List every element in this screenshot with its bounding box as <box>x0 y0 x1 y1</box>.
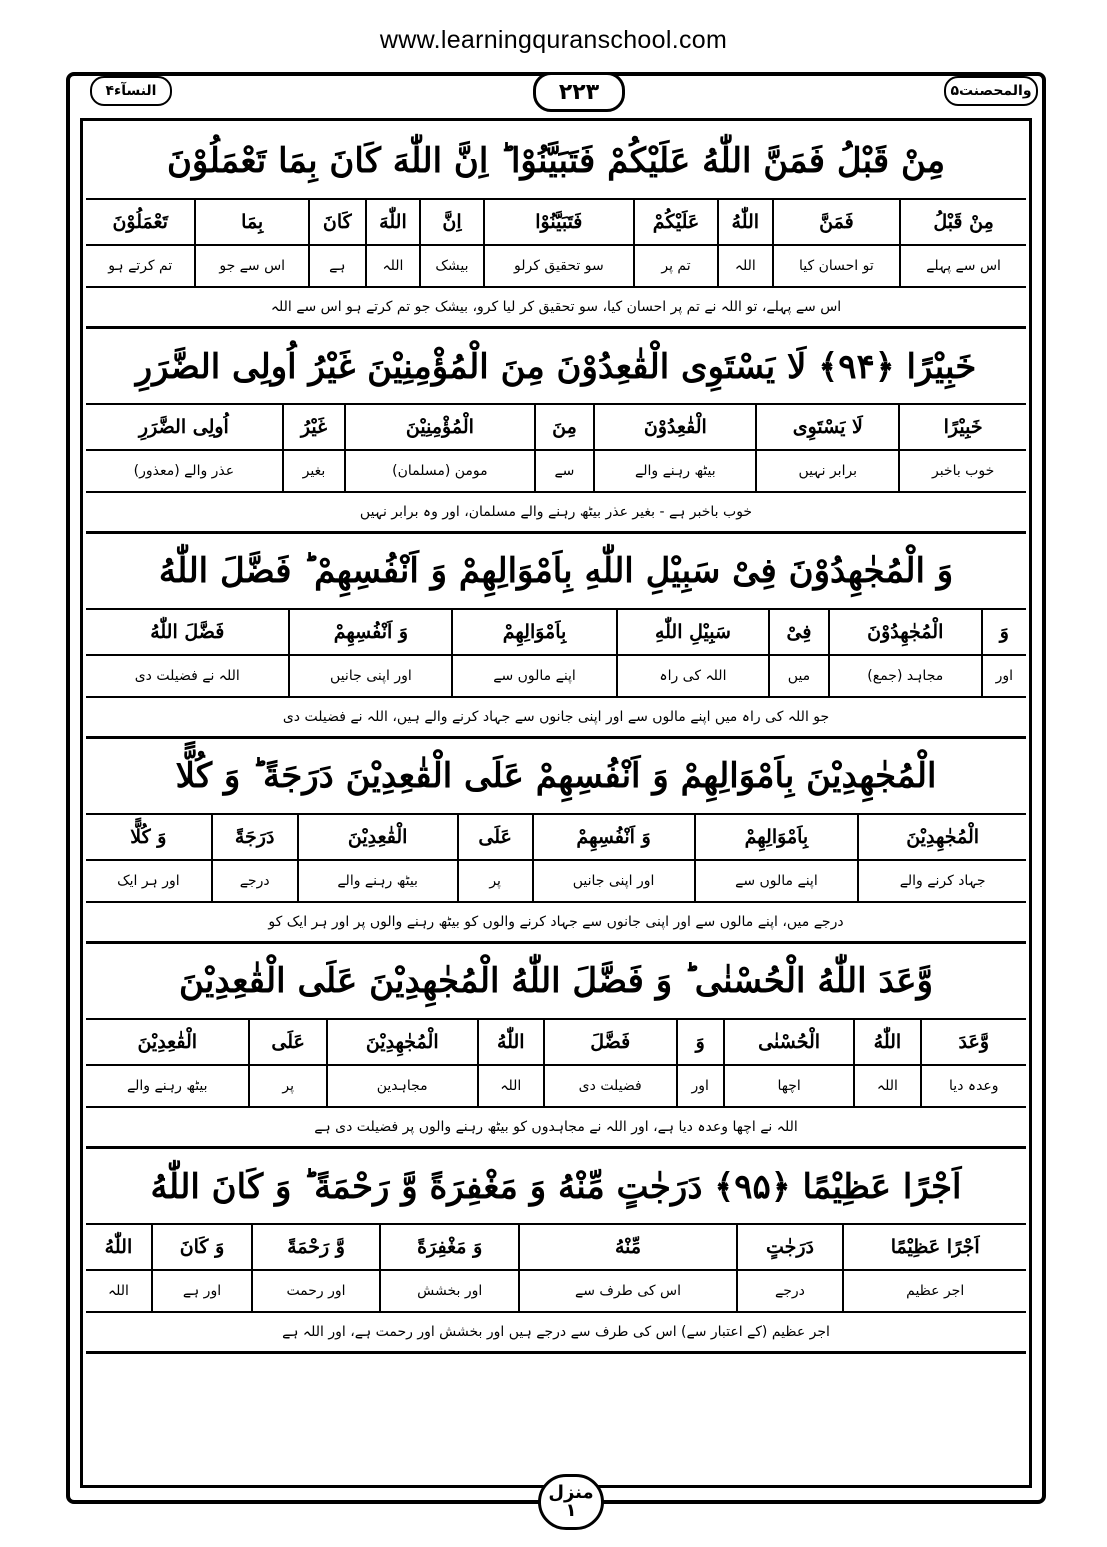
urdu-word-meaning: اور <box>982 655 1026 697</box>
urdu-word-meaning: سو تحقیق کرلو <box>484 245 634 287</box>
urdu-word-meaning: اور اپنی جانیں <box>289 655 452 697</box>
arabic-word: غَيْرُ <box>283 405 345 450</box>
arabic-word: تَعْمَلُوْنَ <box>86 200 195 245</box>
arabic-words-row <box>86 610 1026 655</box>
verse-section <box>86 1149 1026 1354</box>
urdu-word-meaning: جہاد کرنے والے <box>858 860 1026 902</box>
urdu-meanings-row <box>86 245 1026 287</box>
arabic-word: خَبِيْرًا <box>899 405 1026 450</box>
verse-section <box>86 944 1026 1149</box>
arabic-word: عَلَيْكُمْ <box>634 200 718 245</box>
word-by-word-table <box>86 815 1026 903</box>
arabic-word: وَ مَغْفِرَةً <box>380 1225 519 1270</box>
urdu-translation-line: درجے میں، اپنے مالوں سے اور اپنی جانوں سے جہاد کرنے والوں کو بیٹھ رہنے والوں پر اور ہر ایک کو <box>268 914 844 930</box>
arabic-verse-line: الْمُجٰهِدِيْنَ بِاَمْوَالِهِمْ وَ اَنْفُسِهِمْ عَلَى الْقٰعِدِيْنَ دَرَجَةً ؕ وَ كُلًّا <box>86 739 1026 815</box>
arabic-word: الْقٰعِدِيْنَ <box>298 815 458 860</box>
juz-name-label: والمحصنت۵ <box>944 76 1038 106</box>
arabic-verse-line: اَجْرًا عَظِيْمًا ﴿۹۵﴾ دَرَجٰتٍ مِّنْهُ وَ مَغْفِرَةً وَّ رَحْمَةً ؕ وَ كَانَ اللّٰهُ <box>86 1149 1026 1225</box>
arabic-word: فَتَبَيَّنُوْا <box>484 200 634 245</box>
arabic-word: اُولِى الضَّرَرِ <box>86 405 283 450</box>
arabic-word: وَّعَدَ <box>921 1020 1026 1065</box>
urdu-word-meaning: تو احسان کیا <box>773 245 900 287</box>
urdu-word-meaning: ہے <box>309 245 366 287</box>
arabic-word: وَّ رَحْمَةً <box>252 1225 380 1270</box>
urdu-word-meaning: اللہ <box>854 1065 920 1107</box>
verse-section <box>86 739 1026 944</box>
urdu-word-meaning: اللہ نے فضیلت دی <box>86 655 289 697</box>
urdu-word-meaning: سے <box>535 450 595 492</box>
arabic-words-row <box>86 1225 1026 1270</box>
word-by-word-table <box>86 200 1026 288</box>
urdu-word-meaning: اللہ کی راہ <box>617 655 769 697</box>
urdu-word-meaning: میں <box>769 655 829 697</box>
arabic-word: الْقٰعِدِيْنَ <box>86 1020 249 1065</box>
arabic-word: وَ كَانَ <box>152 1225 252 1270</box>
urdu-word-meaning: عذر والے (معذور) <box>86 450 283 492</box>
word-by-word-table <box>86 405 1026 493</box>
website-url: www.learningquranschool.com <box>379 26 728 54</box>
urdu-word-meaning: اس کی طرف سے <box>519 1270 736 1312</box>
arabic-word: اللّٰهُ <box>86 1225 152 1270</box>
urdu-word-meaning: درجے <box>737 1270 844 1312</box>
arabic-word: لَا يَسْتَوِى <box>756 405 899 450</box>
arabic-word: فَضَّلَ <box>544 1020 677 1065</box>
arabic-word: وَ اَنْفُسِهِمْ <box>289 610 452 655</box>
arabic-word: فَمَنَّ <box>773 200 900 245</box>
urdu-meanings-row <box>86 655 1026 697</box>
urdu-translation-line: اللہ نے اچھا وعدہ دیا ہے، اور اللہ نے مجاہدوں کو بیٹھ رہنے والوں پر فضیلت دی ہے <box>314 1119 798 1135</box>
arabic-words-row <box>86 405 1026 450</box>
urdu-word-meaning: بیٹھ رہنے والے <box>594 450 756 492</box>
arabic-word: سَبِيْلِ اللّٰهِ <box>617 610 769 655</box>
urdu-word-meaning: اللہ <box>366 245 421 287</box>
manzil-number: ۱ <box>565 1500 577 1521</box>
urdu-word-meaning: تم کرتے ہو <box>86 245 195 287</box>
urdu-word-meaning: اللہ <box>86 1270 152 1312</box>
word-by-word-table <box>86 1020 1026 1108</box>
arabic-verse-line: وَّعَدَ اللّٰهُ الْحُسْنٰى ؕ وَ فَضَّلَ اللّٰهُ الْمُجٰهِدِيْنَ عَلَى الْقٰعِدِيْنَ <box>86 944 1026 1020</box>
urdu-word-meaning: اللہ <box>478 1065 544 1107</box>
arabic-word: الْمُجٰهِدِيْنَ <box>858 815 1026 860</box>
urdu-word-meaning: مجاہدین <box>327 1065 478 1107</box>
urdu-word-meaning: وعدہ دیا <box>921 1065 1026 1107</box>
arabic-word: اللّٰهَ <box>366 200 421 245</box>
arabic-verse-line: خَبِيْرًا ﴿۹۴﴾ لَا يَسْتَوِى الْقٰعِدُوْنَ مِنَ الْمُؤْمِنِيْنَ غَيْرُ اُولِى الضَّرَرِ <box>86 329 1026 405</box>
urdu-word-meaning: اور ہر ایک <box>86 860 212 902</box>
urdu-word-meaning: اپنے مالوں سے <box>452 655 616 697</box>
arabic-word: مِنَ <box>535 405 595 450</box>
urdu-word-meaning: اور <box>677 1065 724 1107</box>
arabic-word: دَرَجَةً <box>212 815 298 860</box>
urdu-word-meaning: بیشک <box>420 245 483 287</box>
urdu-meanings-row <box>86 1270 1026 1312</box>
arabic-word: اَجْرًا عَظِيْمًا <box>843 1225 1026 1270</box>
urdu-word-meaning: اور ہے <box>152 1270 252 1312</box>
urdu-word-meaning: اللہ <box>718 245 773 287</box>
manzil-label: منزل <box>548 1482 594 1503</box>
urdu-word-meaning: مجاہد (جمع) <box>829 655 982 697</box>
urdu-word-meaning: اس سے پہلے <box>900 245 1026 287</box>
urdu-word-meaning: اچھا <box>724 1065 854 1107</box>
urdu-word-meaning: فضیلت دی <box>544 1065 677 1107</box>
urdu-word-meaning: درجے <box>212 860 298 902</box>
manzil-badge <box>538 1474 604 1530</box>
urdu-word-meaning: اور رحمت <box>252 1270 380 1312</box>
arabic-word: الْمُجٰهِدِيْنَ <box>327 1020 478 1065</box>
arabic-word: اللّٰهُ <box>718 200 773 245</box>
urdu-word-meaning: اجر عظیم <box>843 1270 1026 1312</box>
urdu-word-meaning: پر <box>458 860 533 902</box>
arabic-word: وَ كُلًّا <box>86 815 212 860</box>
urdu-word-meaning: اپنے مالوں سے <box>695 860 859 902</box>
urdu-meanings-row <box>86 450 1026 492</box>
urdu-word-meaning: پر <box>249 1065 326 1107</box>
urdu-word-meaning: خوب باخبر <box>899 450 1026 492</box>
arabic-word: مِنْ قَبْلُ <box>900 200 1026 245</box>
urdu-translation-line: اجر عظیم (کے اعتبار سے) اس کی طرف سے درجے ہیں اور بخشش اور رحمت ہے، اور اللہ ہے <box>282 1324 830 1340</box>
urdu-word-meaning: اور بخشش <box>380 1270 519 1312</box>
urdu-word-meaning: مومن (مسلمان) <box>345 450 534 492</box>
urdu-word-meaning: بغیر <box>283 450 345 492</box>
arabic-words-row <box>86 815 1026 860</box>
word-by-word-table <box>86 610 1026 698</box>
arabic-word: بِاَمْوَالِهِمْ <box>452 610 616 655</box>
urdu-meanings-row <box>86 860 1026 902</box>
arabic-word: دَرَجٰتٍ <box>737 1225 844 1270</box>
urdu-word-meaning: بیٹھ رہنے والے <box>86 1065 249 1107</box>
urdu-word-meaning: اس سے جو <box>195 245 308 287</box>
arabic-word: فِىْ <box>769 610 829 655</box>
arabic-word: مِّنْهُ <box>519 1225 736 1270</box>
arabic-word: بِمَا <box>195 200 308 245</box>
arabic-word: الْمُؤْمِنِيْنَ <box>345 405 534 450</box>
arabic-word: وَ اَنْفُسِهِمْ <box>533 815 695 860</box>
surah-name-label: النسآء۴ <box>90 76 172 106</box>
word-by-word-table <box>86 1225 1026 1313</box>
arabic-verse-line: مِنْ قَبْلُ فَمَنَّ اللّٰهُ عَلَيْكُمْ فَتَبَيَّنُوْا ؕ اِنَّ اللّٰهَ كَانَ بِمَا تَعْمَلُوْنَ <box>86 124 1026 200</box>
arabic-word: اللّٰهُ <box>854 1020 920 1065</box>
urdu-translation-line: خوب باخبر ہے - بغیر عذر بیٹھ رہنے والے مسلمان، اور وہ برابر نہیں <box>359 504 753 520</box>
arabic-word: الْمُجٰهِدُوْنَ <box>829 610 982 655</box>
arabic-word: عَلَى <box>249 1020 326 1065</box>
page-number: ۲۲۳ <box>533 72 625 112</box>
arabic-word: وَ <box>982 610 1026 655</box>
arabic-word: وَ <box>677 1020 724 1065</box>
urdu-translation-line: جو اللہ کی راہ میں اپنے مالوں سے اور اپنی جانوں سے جہاد کرنے والے ہیں، اللہ نے فضیلت دی <box>282 709 830 725</box>
arabic-word: فَضَّلَ اللّٰهُ <box>86 610 289 655</box>
arabic-words-row <box>86 200 1026 245</box>
arabic-word: كَانَ <box>309 200 366 245</box>
arabic-verse-line: وَ الْمُجٰهِدُوْنَ فِىْ سَبِيْلِ اللّٰهِ بِاَمْوَالِهِمْ وَ اَنْفُسِهِمْ ؕ فَضَّلَ اللّٰهُ <box>86 534 1026 610</box>
verse-section <box>86 329 1026 534</box>
urdu-word-meaning: تم پر <box>634 245 718 287</box>
arabic-word: الْقٰعِدُوْنَ <box>594 405 756 450</box>
verse-section <box>86 534 1026 739</box>
verse-content <box>86 124 1026 1354</box>
urdu-translation-line: اس سے پہلے، تو اللہ نے تم پر احسان کیا، سو تحقیق کر لیا کرو، بیشک جو تم کرتے ہو اس سے اللہ <box>270 299 842 315</box>
verse-section <box>86 124 1026 329</box>
arabic-words-row <box>86 1020 1026 1065</box>
arabic-word: بِاَمْوَالِهِمْ <box>695 815 859 860</box>
arabic-word: اِنَّ <box>420 200 483 245</box>
urdu-meanings-row <box>86 1065 1026 1107</box>
arabic-word: الْحُسْنٰى <box>724 1020 854 1065</box>
urdu-word-meaning: برابر نہیں <box>756 450 899 492</box>
arabic-word: عَلَى <box>458 815 533 860</box>
arabic-word: اللّٰهُ <box>478 1020 544 1065</box>
urdu-word-meaning: بیٹھ رہنے والے <box>298 860 458 902</box>
urdu-word-meaning: اور اپنی جانیں <box>533 860 695 902</box>
